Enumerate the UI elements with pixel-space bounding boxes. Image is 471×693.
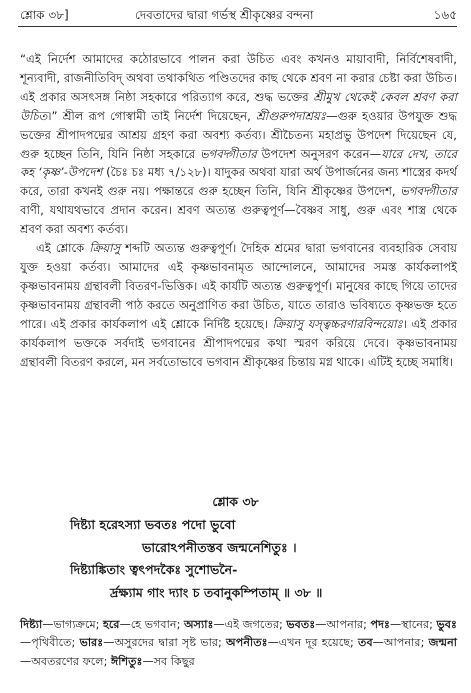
synonym-meaning: —ভাগ্যক্রমে; bbox=[42, 618, 104, 631]
verse-reference: শ্লোক ৩৮] bbox=[20, 8, 69, 22]
verse-line: দিষ্ট্যাঙ্কিতাং ত্বৎপদকৈঃ সুশোভনৈ- bbox=[70, 562, 238, 578]
synonym-meaning: —এখন দূর হয়েছে; bbox=[267, 636, 359, 650]
synonym-term: ভুবঃ bbox=[436, 618, 457, 631]
synonym-meaning: —হে ভগবান; bbox=[119, 618, 184, 631]
purport-paragraph: এই শ্লোকে ক্রিয়াসু শব্দটি অত্যন্ত গুরুত্বপূর্ণ। দৈহিক শ্রমের দ্বারা ভগবানের ব্যবহারিক সেবায় যুক্ত হওয়া কর্তব্য। আমাদের এই কৃষ্ণভাবনামৃত আন্দোলনে, আমাদের সমস্ত কার্যকলাপই কৃষ্ণভাবনাময় গ্রন্থাবলী বিতরণ-ভিত্তিক। এই কার্যটি অত্যন্ত গুরুত্বপূর্ণ। মানুষের কাছে গিয়ে তাদের কৃষ্ণভাবনাময় গ্রন্থাবলী পাঠ করতে অনুপ্রাণিত করা উচিত, যাতে তারাও ভবিষ্যতে কৃষ্ণভক্ত হতে পারে। এই প্রকার কার্যকলাপ এই শ্লোকে নির্দিষ্ট হয়েছে। ক্রিয়াসু যস্ত্বচ্চরণারবিন্দয়োঃ। এই প্রকার কার্যকলাপ ভক্তকে সর্বদাই ভগবানের শ্রীপাদপদ্মের কথা স্মরণ করিয়ে দেবে। কৃষ্ণভাবনাময় গ্রন্থাবলী বিতরণ করলে, মন সর্বতোভাবে ভগবান শ্রীকৃষ্ণের চিন্তায় মগ্ন থাকে। এটিই হচ্ছে সমাধি। bbox=[20, 241, 458, 369]
synonym-term: অস্যাঃ bbox=[183, 618, 214, 631]
verse-line: দিষ্ট্যা হরেঽস্যা ভবতঃ পদো ভুবো bbox=[70, 517, 236, 532]
synonym-term: তব bbox=[358, 636, 373, 650]
synonym-term: অপনীতঃ bbox=[226, 636, 268, 650]
synonym-term: দিষ্ট্যা bbox=[20, 618, 43, 631]
header-rule bbox=[18, 26, 457, 27]
synonym-meaning: —আপনার; bbox=[315, 618, 371, 631]
synonym-term: পদঃ bbox=[370, 618, 390, 631]
page-number: ১৬৫ bbox=[433, 8, 457, 22]
sanskrit-verse bbox=[70, 514, 451, 605]
synonym-meaning: —পৃথিবীতে; bbox=[20, 636, 80, 650]
synonym-term: ভারঃ bbox=[79, 636, 104, 650]
purport-text bbox=[20, 50, 457, 371]
verse-line: ভারোঽপনীতস্তব জন্মনেশিতুঃ । bbox=[142, 539, 297, 555]
synonym-term: ভবতঃ bbox=[286, 618, 316, 631]
synonym-meaning: —সব কিছুর bbox=[142, 654, 195, 668]
synonym-term: জন্মনা bbox=[428, 636, 457, 650]
verse-heading: শ্লোক ৩৮ bbox=[212, 494, 259, 509]
chapter-title: দেবতাদের দ্বারা গর্ভস্থ শ্রীকৃষ্ণের বন্দনা bbox=[135, 8, 314, 22]
synonym-term: হরে bbox=[103, 618, 120, 631]
synonym-term: ঈশিতুঃ bbox=[110, 654, 143, 668]
verse-line: র্দ্রক্ষ্যাম গাং দ্যাং চ তবানুকম্পিতাম্ ॥ ৩৮ ॥ bbox=[110, 585, 323, 601]
synonym-meaning: —অবতরণের ফলে; bbox=[20, 654, 111, 668]
synonym-meaning: —স্থানের; bbox=[389, 618, 437, 631]
synonym-meaning: —এই জগতের; bbox=[213, 618, 287, 631]
running-header bbox=[20, 4, 457, 24]
purport-paragraph: “এই নির্দেশ আমাদের কঠোরভাবে পালন করা উচিত এবং কখনও মায়াবাদী, নির্বিশেষবাদী, শূন্যবাদী, রাজনীতিবিদ্ অথবা তথাকথিত পণ্ডিতদের কাছ থেকে শ্রবণ না করার চেষ্টা করা উচিত। এই প্রকার অসৎসঙ্গ নিষ্ঠা সহকারে পরিত্যাগ করে, শুদ্ধ ভক্তের শ্রীমুখ থেকেই কেবল শ্রবণ করা উচিত।” শ্রীল রূপ গোস্বামী তাই নির্দেশ দিয়েছেন, শ্রীগুরুপদাশ্রয়ঃ—গুরু হওয়ার উপযুক্ত শুদ্ধ ভক্তের শ্রীপাদপদ্মের আশ্রয় গ্রহণ করা অবশ্য কর্তব্য। শ্রীচৈতন্য মহাপ্রভু উপদেশ দিয়েছেন যে, গুরু হচ্ছেন তিনি, যিনি নিষ্ঠা সহকারে ভগবদ্গীতার উপদেশ অনুসরণ করেন—যারে দেখ, তারে কহ ‘কৃষ্ণ’-উপদেশ (চৈঃ চঃ মধ্য ৭/১২৮)। যাদুকর অথবা যারা অর্থ উপার্জনের জন্য শাস্ত্রের কদর্থ করে, তারা কখনই গুরু নয়। পক্ষান্তরে গুরু হচ্ছেন তিনি, যিনি শ্রীকৃষ্ণের উপদেশ, ভগবদ্গীতার বাণী, যথাযথভাবে প্রদান করেন। শ্রবণ অত্যন্ত গুরুত্বপূর্ণ—বৈষ্ণব সাধু, গুরু এবং শাস্ত্র থেকে শ্রবণ করা অবশ্য কর্তব্য। bbox=[20, 52, 458, 237]
synonym-meaning: —অসুরদের দ্বারা সৃষ্ট ভার; bbox=[103, 636, 227, 650]
synonym-meaning: —আপনার; bbox=[372, 636, 429, 650]
word-for-word-synonyms bbox=[20, 616, 457, 671]
